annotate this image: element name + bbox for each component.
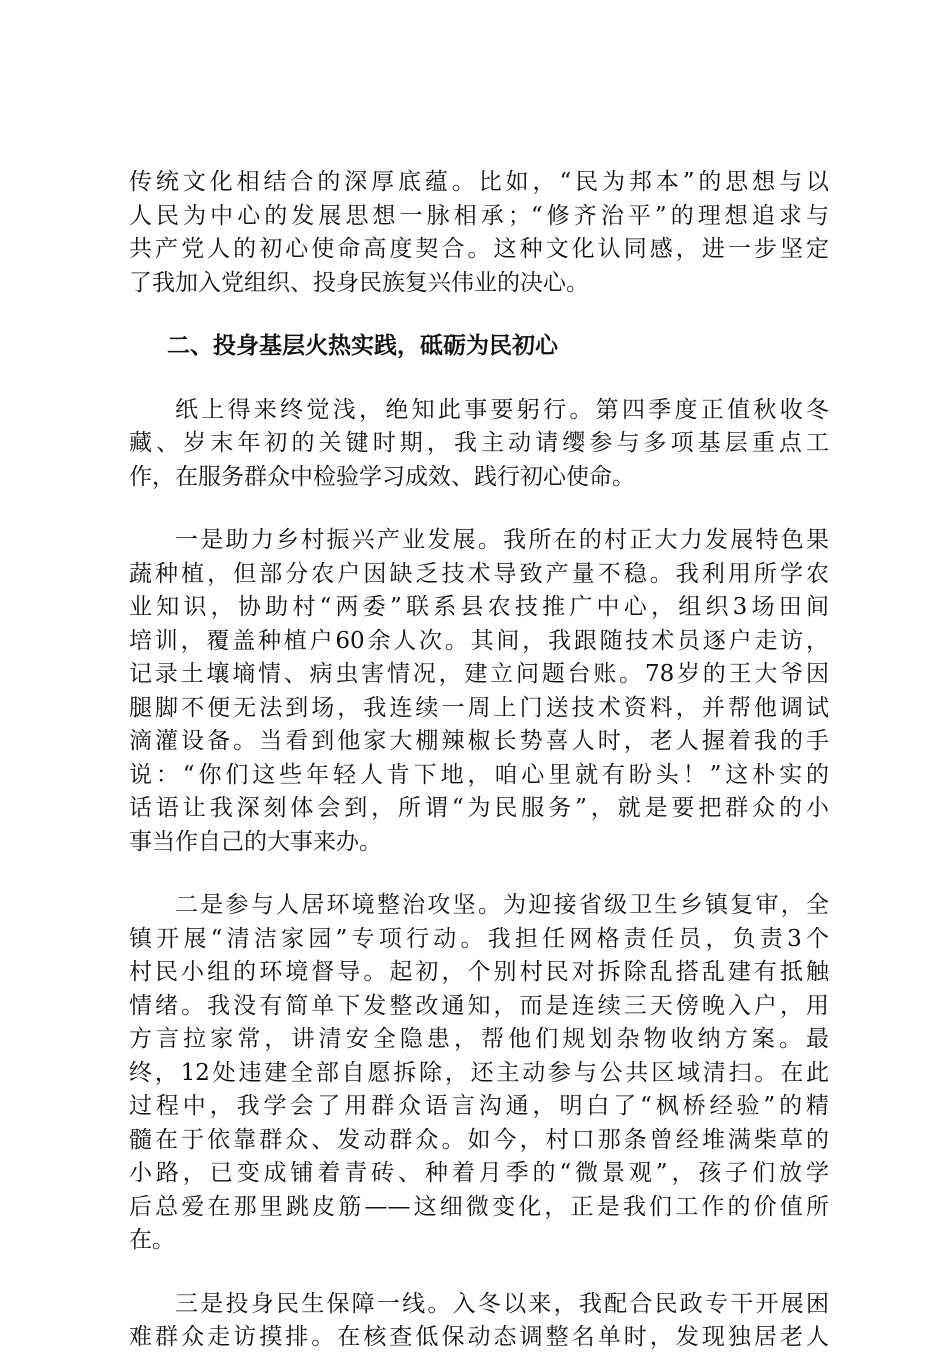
- section-heading: 二、投身基层火热实践，砥砺为民初心: [167, 333, 558, 359]
- document-body: [129, 166, 829, 1355]
- text-line: 培训，覆盖种植户60余人次。其间，我跟随技术员逐户走访，: [129, 627, 829, 654]
- text-line: 难群众走访摸排。在核查低保动态调整名单时，发现独居老人: [129, 1324, 829, 1350]
- text-line: 作，在服务群众中检验学习成效、践行初心使命。: [129, 463, 635, 490]
- text-line: 镇开展“清洁家园”专项行动。我担任网格责任员，负责3个: [129, 925, 829, 952]
- text-line: 终，12处违建全部自愿拆除，还主动参与公共区域清扫。在此: [129, 1059, 829, 1086]
- paragraph-intro: [129, 394, 829, 495]
- paragraph-culture: [129, 166, 829, 300]
- text-line: 过程中，我学会了用群众语言沟通，明白了“枫桥经验”的精: [129, 1093, 829, 1119]
- text-line: 腿脚不便无法到场，我连续一周上门送技术资料，并帮他调试: [129, 694, 829, 721]
- text-line: 小路，已变成铺着青砖、种着月季的“微景观”，孩子们放学: [129, 1160, 829, 1186]
- text-line: 话语让我深刻体会到，所谓“为民服务”，就是要把群众的小: [129, 795, 829, 821]
- paragraph-environment: [129, 889, 829, 1258]
- text-line: 二是参与人居环境整治攻坚。为迎接省级卫生乡镇复审，全: [175, 892, 829, 918]
- paragraph-livelihood: [129, 1288, 829, 1355]
- text-line: 三是投身民生保障一线。入冬以来，我配合民政专干开展困: [175, 1290, 829, 1317]
- text-line: 事当作自己的大事来办。: [129, 828, 382, 855]
- text-line: 业知识，协助村“两委”联系县农技推广中心，组织3场田间: [129, 594, 829, 620]
- text-line: 纸上得来终觉浅，绝知此事要躬行。第四季度正值秋收冬: [175, 396, 829, 423]
- text-line: 情绪。我没有简单下发整改通知，而是连续三天傍晚入户，用: [129, 992, 829, 1019]
- text-line: 共产党人的初心使命高度契合。这种文化认同感，进一步坚定: [129, 236, 829, 262]
- text-line: 说：“你们这些年轻人肯下地，咱心里就有盼头！”这朴实的: [129, 761, 829, 788]
- text-line: 记录土壤墒情、病虫害情况，建立问题台账。78岁的王大爷因: [129, 661, 829, 687]
- text-line: 髓在于依靠群众、发动群众。如今，村口那条曾经堆满柴草的: [129, 1126, 829, 1153]
- text-line: 滴灌设备。当看到他家大棚辣椒长势喜人时，老人握着我的手: [129, 728, 829, 754]
- text-line: 方言拉家常，讲清安全隐患，帮他们规划杂物收纳方案。最: [129, 1026, 829, 1052]
- text-line: 藏、岁末年初的关键时期，我主动请缨参与多项基层重点工: [129, 430, 829, 456]
- text-line: 在。: [129, 1227, 175, 1253]
- text-line: 传统文化相结合的深厚底蕴。比如，“民为邦本”的思想与以: [129, 169, 829, 195]
- text-line: 了我加入党组织、投身民族复兴伟业的决心。: [129, 269, 589, 296]
- text-line: 蔬种植，但部分农户因缺乏技术导致产量不稳。我利用所学农: [129, 560, 829, 587]
- text-line: 一是助力乡村振兴产业发展。我所在的村正大力发展特色果: [175, 527, 829, 553]
- text-line: 人民为中心的发展思想一脉相承；“修齐治平”的理想追求与: [129, 202, 829, 229]
- text-line: 后总爱在那里跳皮筋——这细微变化，正是我们工作的价值所: [129, 1193, 829, 1220]
- text-line: 村民小组的环境督导。起初，个别村民对拆除乱搭乱建有抵触: [129, 959, 829, 985]
- paragraph-rural-revitalization: [129, 524, 829, 859]
